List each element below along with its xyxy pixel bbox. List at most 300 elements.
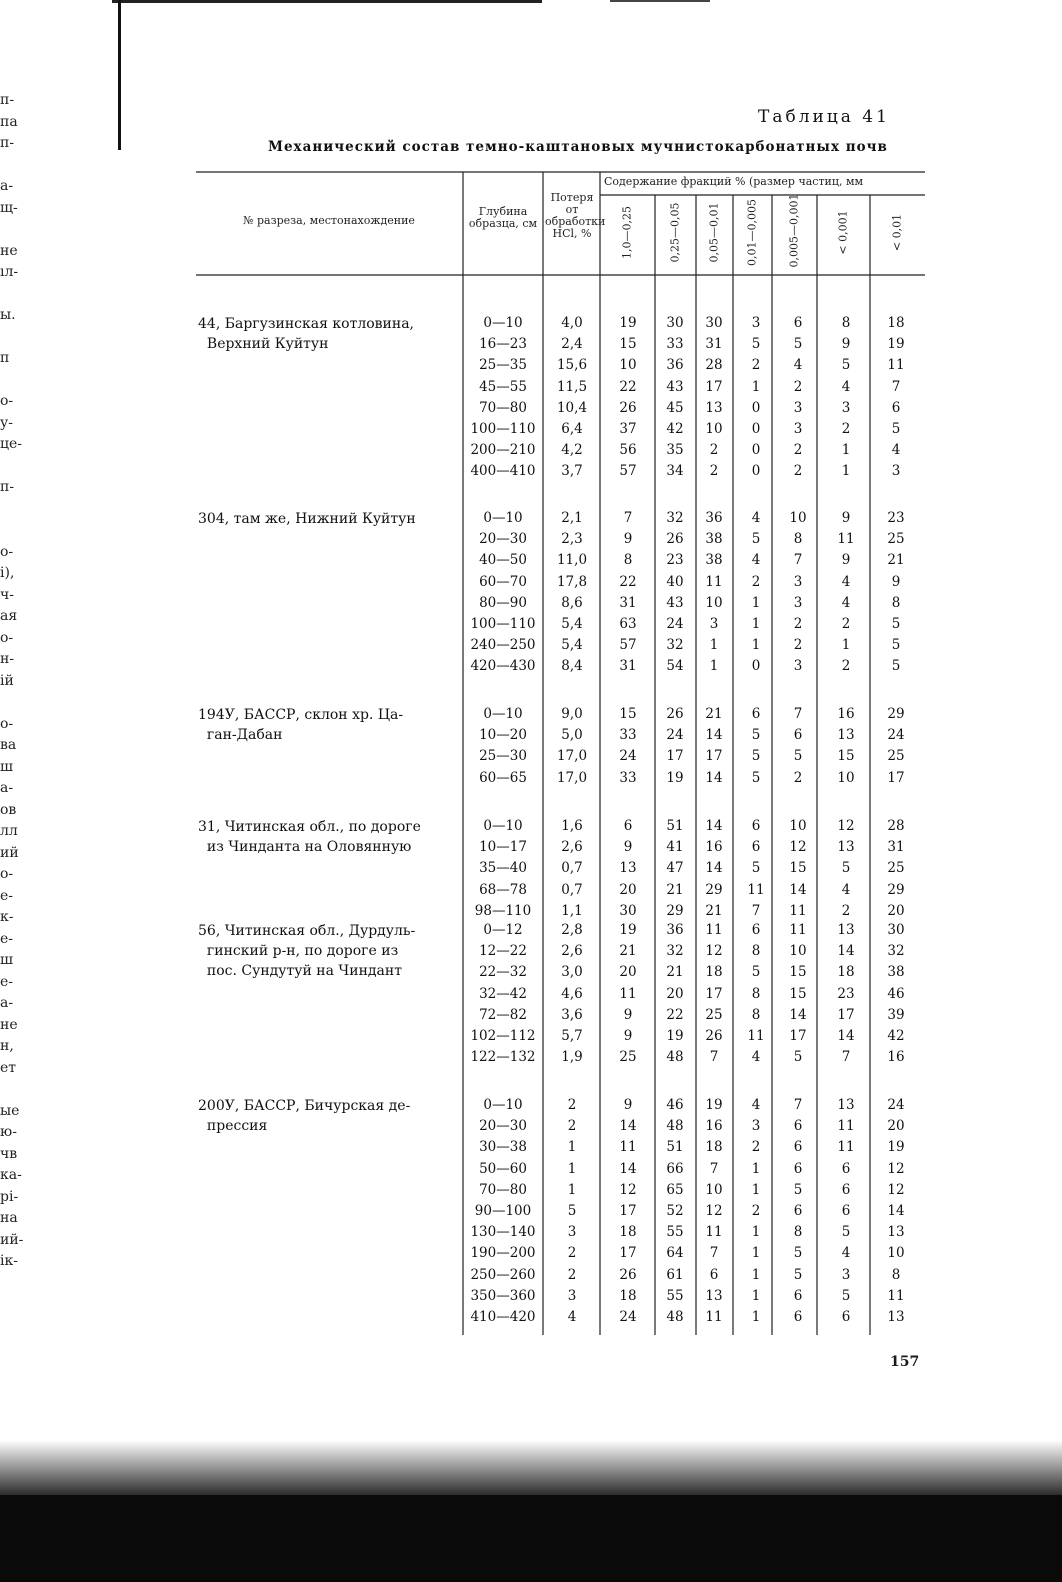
depth-cell: 0—10	[483, 510, 523, 526]
section-location: 304, там же, Нижний Куйтун	[198, 511, 416, 527]
fraction-cell: 5	[793, 1266, 803, 1283]
fraction-cell: 5	[751, 748, 761, 765]
fraction-cell: 14	[789, 881, 807, 898]
fraction-cell: 11	[705, 922, 723, 938]
fraction-cell: 0	[751, 442, 761, 459]
fraction-cell: 7	[751, 902, 761, 919]
fraction-cell: 15	[789, 860, 807, 877]
fraction-cell: 5	[793, 1181, 803, 1198]
depth-cell: 22—32	[479, 964, 527, 981]
fraction-cell: 34	[666, 463, 684, 480]
margin-fragment: ю-	[0, 1124, 17, 1140]
fraction-cell: 1	[751, 637, 761, 654]
fraction-cell: 25	[887, 748, 905, 765]
fraction-cell: 6	[793, 727, 803, 744]
fraction-cell: 36	[666, 922, 684, 938]
fraction-cell: 13	[887, 1224, 905, 1241]
fraction-cell: 42	[666, 421, 684, 437]
fraction-cell: 2	[709, 442, 719, 459]
fraction-cell: 6	[793, 315, 803, 331]
margin-fragment: н-	[0, 651, 15, 667]
fraction-cell: 1	[751, 1181, 761, 1198]
loss-cell: 2,8	[561, 922, 583, 938]
fraction-cell: 1	[751, 616, 761, 632]
fraction-cell: 19	[619, 922, 637, 938]
margin-fragment: е-	[0, 930, 14, 947]
fraction-cell: 10	[789, 818, 807, 834]
fraction-cell: 11	[705, 573, 723, 590]
loss-cell: 10,4	[556, 399, 588, 416]
fraction-cell: 7	[793, 706, 803, 722]
depth-cell: 10—20	[479, 727, 527, 744]
fraction-cell: 24	[619, 1309, 637, 1325]
fraction-cell: 11	[789, 922, 807, 938]
fraction-cell: 24	[887, 727, 905, 744]
fraction-cell: 2	[793, 378, 803, 395]
fraction-cell: 2	[751, 573, 761, 590]
fraction-cell: 8	[623, 552, 633, 569]
fraction-cell: 46	[887, 985, 905, 1002]
margin-fragment: не	[0, 242, 18, 259]
loss-cell: 2,6	[561, 839, 583, 856]
fraction-cell: 11	[837, 1118, 855, 1135]
fraction-cell: 1	[751, 1224, 761, 1241]
margin-fragment: о-	[0, 629, 14, 646]
margin-fragment: ш	[0, 952, 14, 968]
depth-cell: 70—80	[479, 399, 527, 416]
fraction-cell: 12	[705, 1203, 723, 1219]
fraction-cell: 17	[705, 748, 723, 765]
fraction-cell: 8	[751, 943, 761, 960]
depth-cell: 16—23	[479, 336, 527, 353]
fraction-cell: 42	[887, 1028, 905, 1044]
fraction-cell: 12	[837, 818, 855, 834]
fraction-cell: 18	[619, 1224, 637, 1241]
loss-cell: 3	[567, 1287, 577, 1304]
loss-cell: 5	[567, 1203, 577, 1219]
fraction-cell: 5	[751, 769, 761, 786]
fraction-cell: 38	[887, 964, 905, 981]
fraction-cell: 9	[623, 531, 633, 548]
fraction-cell: 19	[619, 315, 637, 331]
margin-fragment: чв	[0, 1145, 18, 1162]
loss-cell: 8,6	[561, 594, 583, 611]
fraction-cell: 13	[887, 1309, 905, 1325]
fraction-cell: 9	[623, 1097, 633, 1113]
fraction-cell: 0	[751, 399, 761, 416]
fraction-cell: 12	[789, 839, 807, 856]
fraction-cell: 32	[887, 943, 905, 960]
depth-cell: 200—210	[470, 442, 536, 459]
fraction-cell: 5	[841, 1287, 851, 1304]
fraction-cell: 28	[887, 818, 905, 834]
fraction-cell: 11	[887, 1287, 905, 1304]
margin-fragment: і),	[0, 565, 15, 581]
fraction-cell: 7	[841, 1049, 851, 1066]
fraction-cell: 10	[887, 1245, 905, 1262]
fraction-cell: 6	[793, 1309, 803, 1325]
margin-fragment: п-	[0, 135, 15, 151]
fraction-cell: 31	[619, 594, 637, 611]
margin-fragment: лл	[0, 823, 18, 839]
loss-cell: 17,0	[556, 748, 588, 765]
fraction-cell: 13	[837, 727, 855, 744]
fraction-cell: 26	[619, 1266, 637, 1283]
fraction-cell: 21	[619, 943, 637, 960]
section-location: 31, Читинская обл., по дороге из Чинданта на Оловянную	[198, 819, 421, 855]
section-location: 200У, БАССР, Бичурская де- прессия	[198, 1098, 411, 1134]
fraction-cell: 37	[619, 421, 637, 437]
fraction-cell: 33	[619, 769, 637, 786]
fraction-cell: 36	[705, 510, 723, 526]
fraction-cell: 10	[619, 357, 637, 374]
loss-cell: 1,1	[561, 902, 583, 919]
loss-cell: 4,0	[561, 315, 583, 331]
fraction-cell: 10	[789, 943, 807, 960]
fraction-cell: 35	[666, 442, 684, 459]
fraction-cell: 14	[705, 769, 723, 786]
depth-cell: 30—38	[479, 1139, 527, 1156]
fraction-cell: 7	[793, 552, 803, 569]
loss-cell: 3,0	[561, 964, 583, 981]
fraction-cell: 9	[841, 510, 851, 526]
fraction-cell: 1	[841, 463, 851, 480]
fraction-cell: 14	[705, 860, 723, 877]
fraction-cell: 21	[705, 706, 723, 722]
margin-fragment: ий	[0, 844, 19, 861]
fraction-cell: 5	[841, 357, 851, 374]
fraction-cell: 4	[841, 881, 851, 898]
header-fraction: < 0,001	[836, 210, 850, 255]
fraction-cell: 23	[837, 985, 855, 1002]
fraction-cell: 4	[793, 357, 803, 374]
fraction-cell: 43	[666, 594, 684, 611]
fraction-cell: 11	[747, 1028, 765, 1044]
fraction-cell: 20	[887, 902, 905, 919]
fraction-cell: 9	[623, 1006, 633, 1023]
depth-cell: 100—110	[470, 421, 536, 437]
fraction-cell: 26	[705, 1028, 723, 1044]
fraction-cell: 8	[751, 1006, 761, 1023]
fraction-cell: 2	[751, 1203, 761, 1219]
fraction-cell: 24	[887, 1097, 905, 1113]
depth-cell: 122—132	[470, 1049, 536, 1066]
fraction-cell: 40	[666, 573, 684, 590]
margin-fragment: к-	[0, 909, 14, 925]
depth-cell: 45—55	[479, 378, 527, 395]
depth-cell: 420—430	[470, 658, 536, 675]
fraction-cell: 25	[887, 860, 905, 877]
fraction-cell: 22	[619, 573, 637, 590]
fraction-cell: 6	[751, 706, 761, 722]
depth-cell: 40—50	[479, 552, 527, 569]
fraction-cell: 6	[793, 1118, 803, 1135]
fraction-cell: 6	[793, 1160, 803, 1177]
loss-cell: 3,6	[561, 1006, 583, 1023]
depth-cell: 90—100	[474, 1203, 532, 1219]
fraction-cell: 16	[705, 839, 723, 856]
margin-fragment: рі-	[0, 1188, 19, 1205]
depth-cell: 240—250	[470, 637, 536, 654]
fraction-cell: 26	[619, 399, 637, 416]
loss-cell: 11,5	[556, 378, 588, 395]
fraction-cell: 12	[887, 1181, 905, 1198]
fraction-cell: 5	[751, 727, 761, 744]
fraction-cell: 30	[705, 315, 723, 331]
fraction-cell: 4	[841, 594, 851, 611]
fraction-cell: 15	[789, 964, 807, 981]
fraction-cell: 13	[705, 399, 723, 416]
fraction-cell: 2	[751, 357, 761, 374]
fraction-cell: 21	[666, 964, 684, 981]
depth-cell: 130—140	[470, 1224, 536, 1241]
fraction-cell: 2	[751, 1139, 761, 1156]
fraction-cell: 13	[837, 839, 855, 856]
header-fraction: 0,005—0,001	[787, 193, 801, 268]
fraction-cell: 39	[887, 1006, 905, 1023]
depth-cell: 400—410	[470, 463, 536, 480]
fraction-cell: 1	[841, 637, 851, 654]
fraction-cell: 8	[891, 594, 901, 611]
depth-cell: 60—70	[479, 573, 527, 590]
fraction-cell: 3	[751, 1118, 761, 1135]
loss-cell: 2,6	[561, 943, 583, 960]
fraction-cell: 1	[751, 1266, 761, 1283]
loss-cell: 6,4	[561, 421, 583, 437]
fraction-cell: 5	[751, 860, 761, 877]
fraction-cell: 4	[841, 1245, 851, 1262]
fraction-cell: 5	[891, 616, 901, 632]
fraction-cell: 61	[666, 1266, 684, 1283]
fraction-cell: 8	[793, 1224, 803, 1241]
fraction-cell: 2	[793, 637, 803, 654]
fraction-cell: 3	[709, 616, 719, 632]
fraction-cell: 6	[841, 1309, 851, 1325]
fraction-cell: 17	[705, 378, 723, 395]
depth-cell: 0—10	[483, 706, 523, 722]
fraction-cell: 1	[751, 594, 761, 611]
fraction-cell: 25	[619, 1049, 637, 1066]
fraction-cell: 9	[841, 336, 851, 353]
loss-cell: 3	[567, 1224, 577, 1241]
fraction-cell: 4	[841, 378, 851, 395]
fraction-cell: 4	[751, 552, 761, 569]
fraction-cell: 2	[841, 616, 851, 632]
depth-cell: 100—110	[470, 616, 536, 632]
loss-cell: 2,1	[561, 510, 583, 526]
header-loss: Потеря от обработки HCl, %	[545, 191, 606, 240]
margin-fragment: у-	[0, 414, 13, 431]
depth-cell: 25—30	[479, 748, 527, 765]
margin-fragment: ік-	[0, 1253, 18, 1269]
fraction-cell: 30	[887, 922, 905, 938]
fraction-cell: 31	[887, 839, 905, 856]
fraction-cell: 1	[751, 1287, 761, 1304]
loss-cell: 2,3	[561, 531, 583, 548]
fraction-cell: 2	[793, 769, 803, 786]
fraction-cell: 19	[705, 1097, 723, 1113]
margin-fragment: н,	[0, 1038, 14, 1054]
fraction-cell: 55	[666, 1287, 684, 1304]
fraction-cell: 3	[793, 573, 803, 590]
fraction-cell: 1	[751, 1245, 761, 1262]
depth-cell: 72—82	[479, 1006, 527, 1023]
fraction-cell: 25	[705, 1006, 723, 1023]
fraction-cell: 4	[841, 573, 851, 590]
fraction-cell: 48	[666, 1118, 684, 1135]
fraction-cell: 18	[887, 315, 905, 331]
fraction-cell: 29	[705, 881, 723, 898]
fraction-cell: 5	[793, 336, 803, 353]
margin-fragment: ов	[0, 801, 17, 818]
fraction-cell: 3	[841, 399, 851, 416]
fraction-cell: 18	[619, 1287, 637, 1304]
fraction-cell: 21	[666, 881, 684, 898]
loss-cell: 3,7	[561, 463, 583, 480]
fraction-cell: 6	[751, 922, 761, 938]
fraction-cell: 1	[751, 378, 761, 395]
margin-fragment: а-	[0, 780, 14, 796]
fraction-cell: 4	[751, 1097, 761, 1113]
fraction-cell: 7	[709, 1245, 719, 1262]
margin-fragment: ч-	[0, 586, 14, 603]
fraction-cell: 15	[619, 706, 637, 722]
fraction-cell: 11	[887, 357, 905, 374]
loss-cell: 2	[567, 1266, 577, 1283]
depth-cell: 35—40	[479, 860, 527, 877]
loss-cell: 5,4	[561, 616, 583, 632]
fraction-cell: 6	[891, 399, 901, 416]
fraction-cell: 2	[841, 421, 851, 437]
fraction-cell: 48	[666, 1309, 684, 1325]
table-title: Механический состав темно-каштановых мучнистокарбонатных почв	[268, 139, 888, 155]
fraction-cell: 13	[837, 1097, 855, 1113]
fraction-cell: 20	[887, 1118, 905, 1135]
fraction-cell: 56	[619, 442, 637, 459]
fraction-cell: 64	[666, 1245, 684, 1262]
margin-fragment: ıл-	[0, 264, 19, 280]
fraction-cell: 6	[751, 839, 761, 856]
fraction-cell: 5	[841, 1224, 851, 1241]
fraction-cell: 38	[705, 552, 723, 569]
depth-cell: 250—260	[470, 1266, 536, 1283]
loss-cell: 2	[567, 1097, 577, 1113]
fraction-cell: 17	[666, 748, 684, 765]
margin-fragment: а-	[0, 178, 14, 194]
depth-cell: 70—80	[479, 1181, 527, 1198]
loss-cell: 4,2	[561, 442, 583, 459]
fraction-cell: 1	[709, 658, 719, 675]
fraction-cell: 5	[891, 421, 901, 437]
depth-cell: 32—42	[479, 985, 527, 1002]
depth-cell: 10—17	[479, 839, 527, 856]
fraction-cell: 3	[793, 658, 803, 675]
fraction-cell: 36	[666, 357, 684, 374]
fraction-cell: 33	[619, 727, 637, 744]
fraction-cell: 3	[891, 463, 901, 480]
fraction-cell: 66	[666, 1160, 684, 1177]
fraction-cell: 8	[751, 985, 761, 1002]
loss-cell: 15,6	[556, 357, 588, 374]
fraction-cell: 9	[623, 839, 633, 856]
depth-cell: 68—78	[479, 881, 527, 898]
header-fraction: < 0,01	[890, 213, 904, 252]
fraction-cell: 1	[709, 637, 719, 654]
margin-fragment: ая	[0, 608, 18, 624]
fraction-cell: 22	[666, 1006, 684, 1023]
fraction-cell: 11	[837, 1139, 855, 1156]
fraction-cell: 19	[887, 336, 905, 353]
loss-cell: 9,0	[561, 706, 583, 722]
fraction-cell: 9	[841, 552, 851, 569]
fraction-cell: 6	[623, 818, 633, 834]
fraction-cell: 5	[793, 1245, 803, 1262]
margin-fragment: е-	[0, 887, 14, 904]
fraction-cell: 14	[837, 943, 855, 960]
fraction-cell: 29	[887, 706, 905, 722]
fraction-cell: 7	[709, 1049, 719, 1066]
fraction-cell: 10	[837, 769, 855, 786]
fraction-cell: 6	[793, 1287, 803, 1304]
fraction-cell: 25	[887, 531, 905, 548]
margin-fragment: щ-	[0, 199, 18, 216]
fraction-cell: 14	[705, 727, 723, 744]
fraction-cell: 1	[751, 1160, 761, 1177]
fraction-cell: 19	[666, 769, 684, 786]
loss-cell: 1	[567, 1160, 577, 1177]
fraction-cell: 9	[891, 573, 901, 590]
header-fraction: 1,0—0,25	[620, 206, 634, 259]
loss-cell: 0,7	[561, 860, 583, 877]
loss-cell: 2	[567, 1118, 577, 1135]
header-fraction: 0,25—0,05	[668, 202, 682, 263]
fraction-cell: 11	[619, 1139, 637, 1156]
depth-cell: 80—90	[479, 594, 527, 611]
fraction-cell: 55	[666, 1224, 684, 1241]
depth-cell: 20—30	[479, 1118, 527, 1135]
margin-fragment: ва	[0, 737, 17, 753]
fraction-cell: 5	[891, 658, 901, 675]
fraction-cell: 1	[841, 442, 851, 459]
fraction-cell: 20	[619, 881, 637, 898]
fraction-cell: 18	[705, 1139, 723, 1156]
fraction-cell: 4	[891, 442, 901, 459]
loss-cell: 4	[567, 1309, 577, 1325]
fraction-cell: 45	[666, 399, 684, 416]
loss-cell: 0,7	[561, 881, 583, 898]
fraction-cell: 8	[793, 531, 803, 548]
fraction-cell: 15	[619, 336, 637, 353]
fraction-cell: 57	[619, 463, 637, 480]
header-depth: Глубина образца, см	[468, 205, 538, 230]
fraction-cell: 47	[666, 860, 684, 877]
fraction-cell: 13	[619, 860, 637, 877]
loss-cell: 2	[567, 1245, 577, 1262]
depth-cell: 50—60	[479, 1160, 527, 1177]
fraction-cell: 21	[705, 902, 723, 919]
fraction-cell: 13	[837, 922, 855, 938]
fraction-cell: 2	[709, 463, 719, 480]
header-fraction-group: Содержание фракций % (размер частиц, мм	[604, 175, 864, 188]
fraction-cell: 21	[887, 552, 905, 569]
fraction-cell: 29	[887, 881, 905, 898]
fraction-cell: 7	[623, 510, 633, 526]
fraction-cell: 28	[705, 357, 723, 374]
fraction-cell: 7	[891, 378, 901, 395]
fraction-cell: 3	[793, 399, 803, 416]
depth-cell: 410—420	[470, 1309, 536, 1325]
fraction-cell: 17	[705, 985, 723, 1002]
